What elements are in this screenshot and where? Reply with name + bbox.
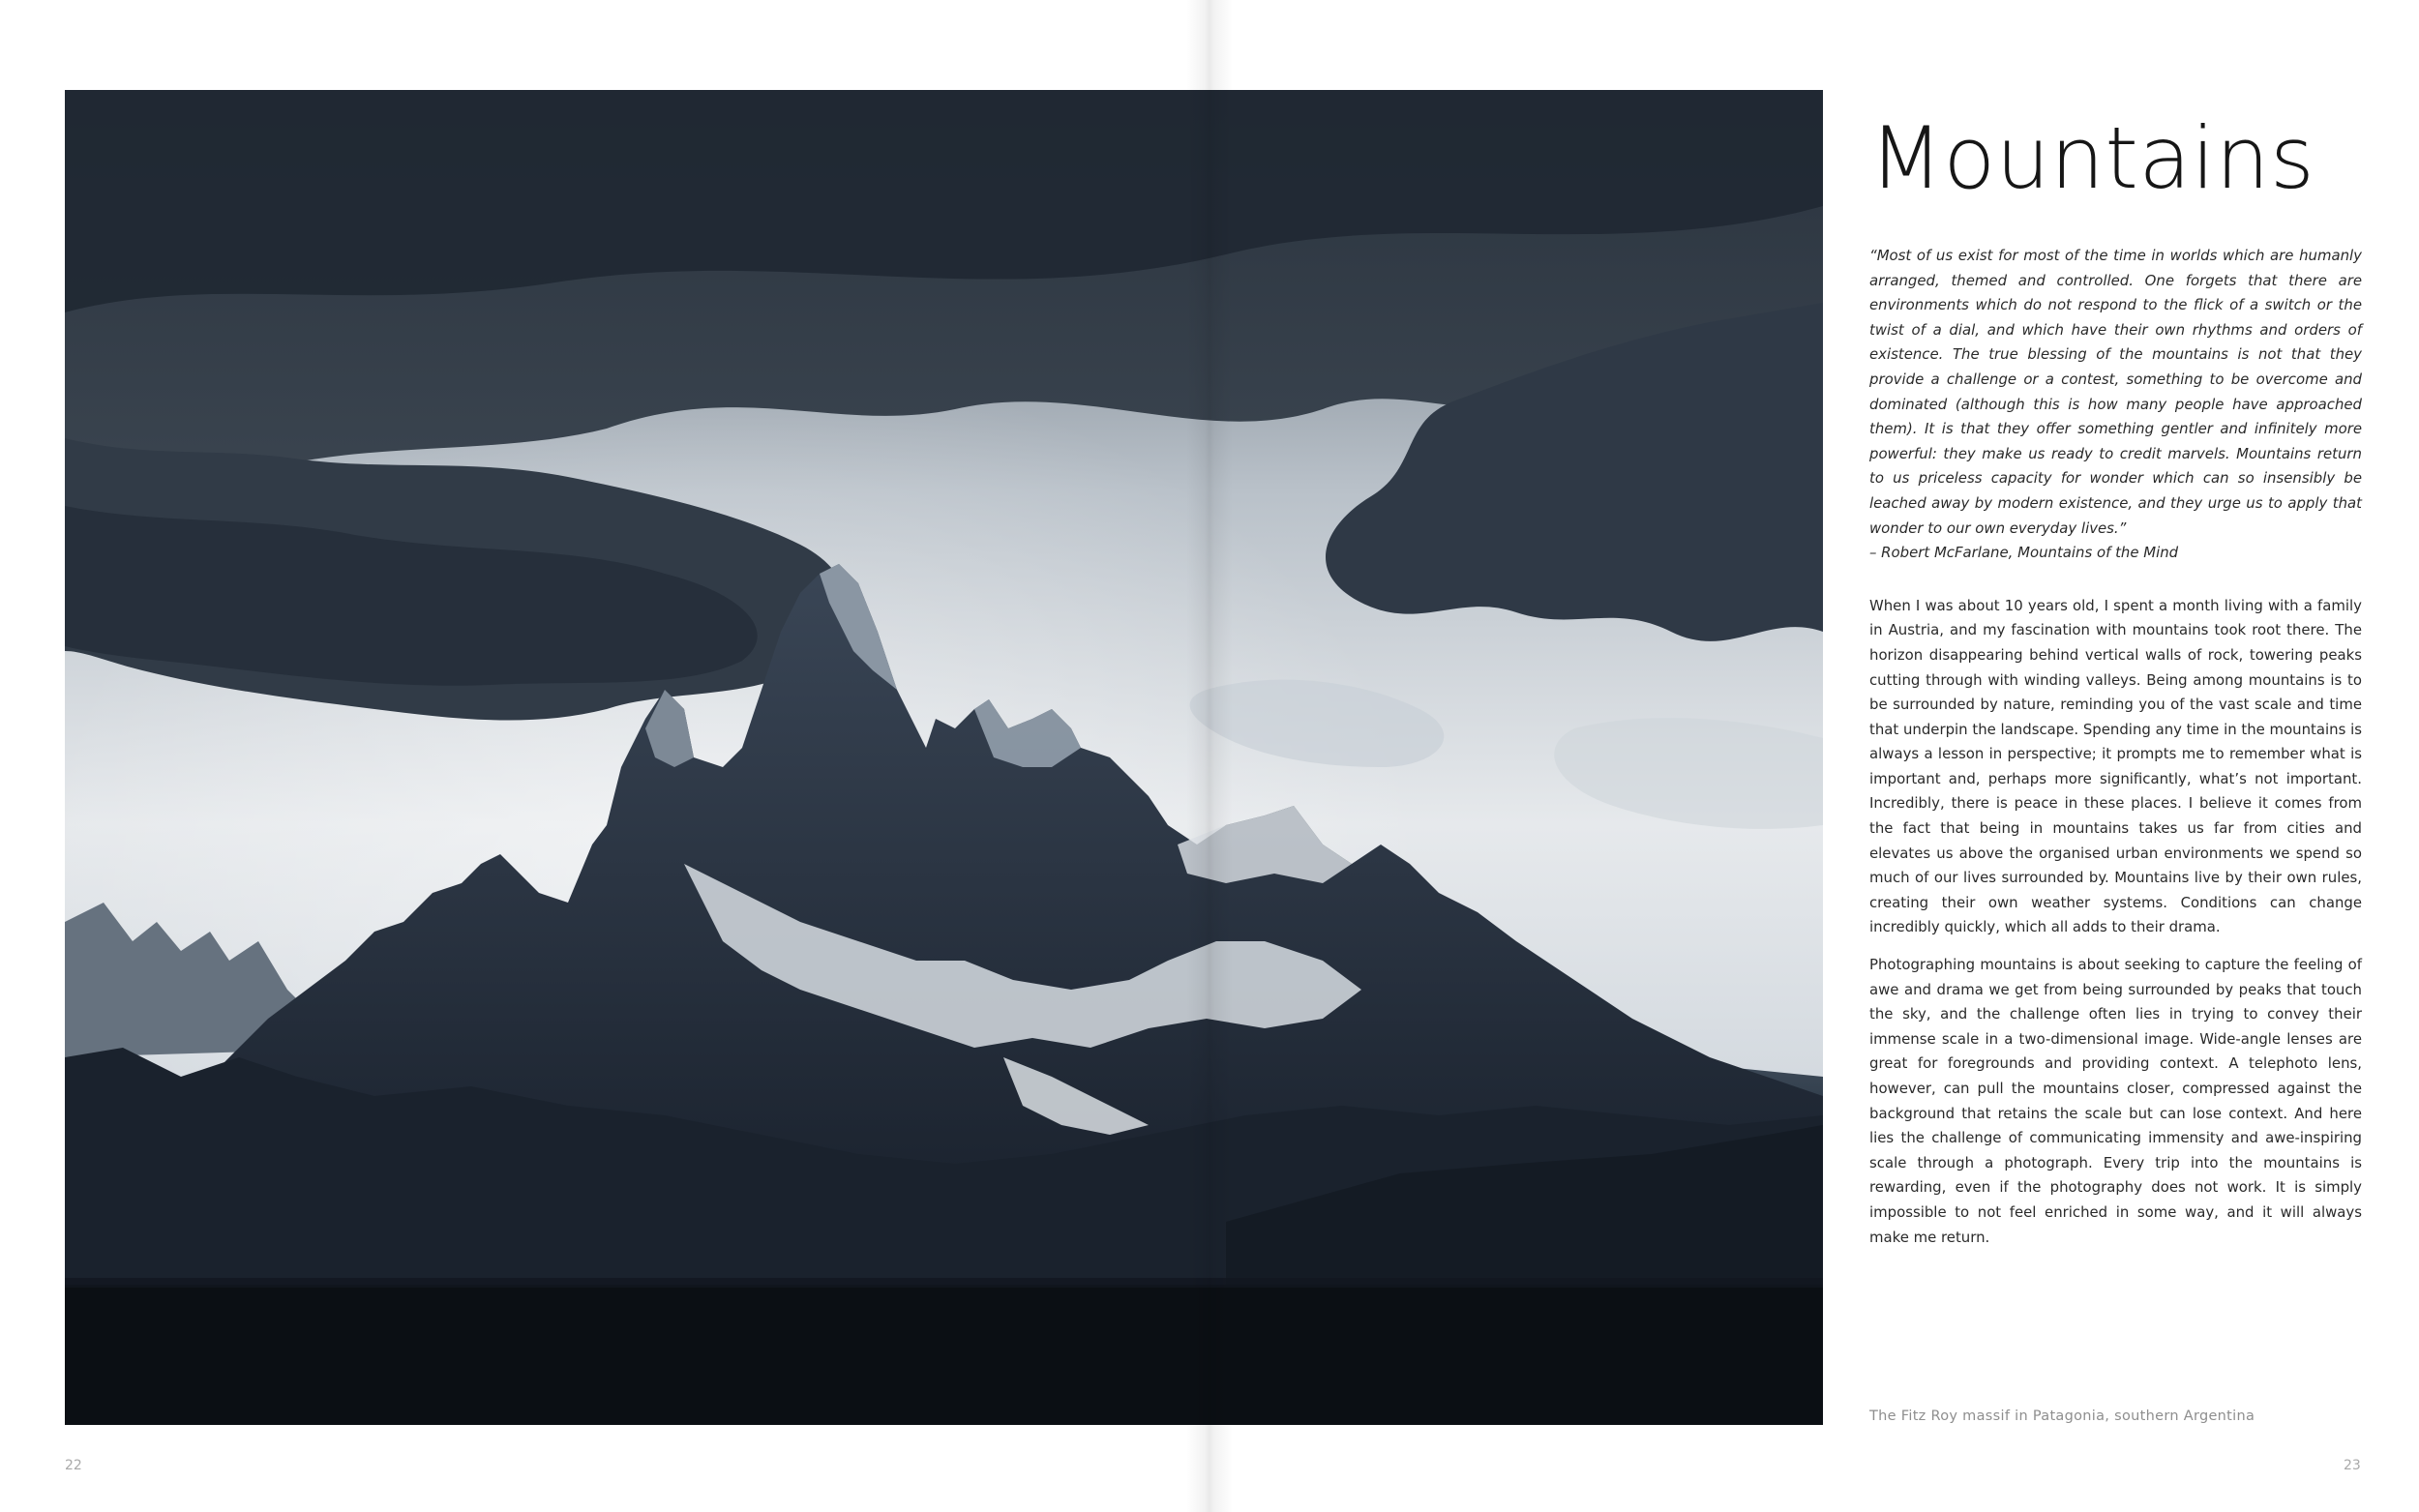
page-number-right: 23: [2344, 1458, 2361, 1473]
epigraph-quote: “Most of us exist for most of the time in worlds which are humanly arranged, themed and controlled. One forgets that there are environments which do not respond to the flick of a switch or the twist of a dial, and which have their own rhythms and orders of existence. The true blessing of the mountains is not that they provide a challenge or a contest, something to be overcome and dominated (although this is how many people have approached them). It is that they offer something gentler and infinitely more powerful: they make us ready to credit marvels. Mountains return to us priceless capacity for wonder which can so insensibly be leached away by modern existence, and they urge us to apply that wonder to our own everyday lives.”: [1869, 247, 2362, 537]
photo-caption: The Fitz Roy massif in Patagonia, southern Argentina: [1869, 1408, 2255, 1424]
body-paragraph: When I was about 10 years old, I spent a month living with a family in Austria, and my fascination with mountains took root there. The horizon disappearing behind vertical walls of rock, towering peaks cutting through with winding valleys. Being among mountains is to be surrounded by nature, reminding you of the vast scale and time that underpin the landscape. Spending any time in the mountains is always a lesson in perspective; it prompts me to remember what is important and, perhaps more significantly, what’s not important. Incredibly, there is peace in these places. I believe it comes from the fact that being in mountains takes us far from cities and elevates us above the organised urban environments we spend so much of our lives surrounded by. Mountains live by their own rules, creating their own weather systems. Conditions can change incredibly quickly, which all adds to their drama.: [1869, 596, 2362, 936]
quote-attribution: – Robert McFarlane, Mountains of the Mind: [1869, 544, 2179, 562]
article-text: [1869, 244, 2362, 1250]
mountain-photo: [65, 90, 1823, 1425]
page-number-left: 22: [65, 1458, 82, 1473]
body-paragraph: Photographing mountains is about seeking to capture the feeling of awe and drama we get from being surrounded by peaks that touch the sky, and the challenge often lies in trying to convey their immense scale in a two-dimensional image. Wide-angle lenses are great for foregrounds and providing context. A telephoto lens, however, can pull the mountains closer, compressed against the background that retains the scale but can lose context. And here lies the challenge of communicating immensity and awe-inspiring scale through a photograph. Every trip into the mountains is rewarding, even if the photography does not work. It is simply impossible to not feel enriched in some way, and it will always make me return.: [1869, 956, 2362, 1246]
article-title: Mountains: [1869, 108, 2315, 208]
fitz-roy-illustration: [65, 90, 1823, 1425]
